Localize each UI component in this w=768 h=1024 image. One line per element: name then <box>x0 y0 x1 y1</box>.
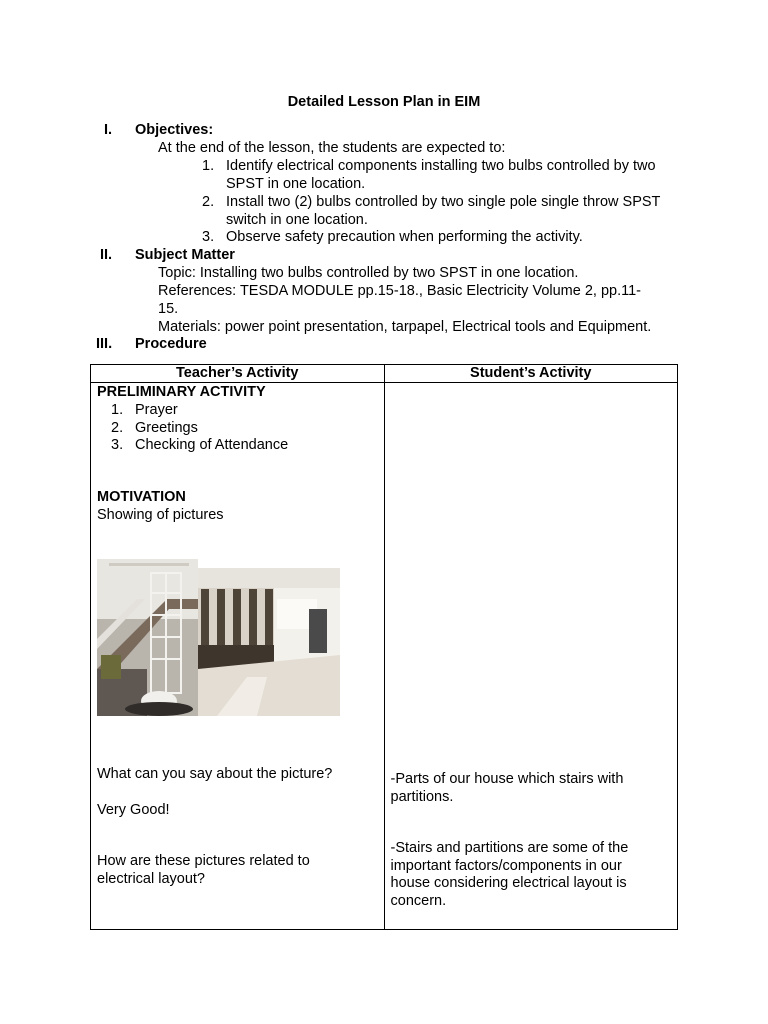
student-activity-cell <box>384 383 678 930</box>
motivation-text: Showing of pictures <box>97 507 224 523</box>
list-number: 1. <box>111 402 124 418</box>
objectives-heading: Objectives: <box>135 122 214 138</box>
teacher-activity-header: Teacher’s Activity <box>91 365 385 383</box>
motivation-heading: MOTIVATION <box>97 489 186 505</box>
objective-number: 1. <box>202 158 215 174</box>
answer-line: important factors/components in our <box>390 857 622 874</box>
procedure-heading: Procedure <box>135 336 207 352</box>
house-interior-photo <box>97 559 340 716</box>
student-answer-2 <box>391 840 629 911</box>
answer-line: concern. <box>390 893 447 910</box>
objective-text <box>226 194 686 229</box>
list-number: 2. <box>111 419 124 436</box>
objective-number: 3. <box>202 229 215 245</box>
answer-line: house considering electrical layout is <box>390 875 627 892</box>
student-answer-1 <box>391 771 624 806</box>
question-picture: What can you say about the picture? <box>97 766 333 782</box>
question-line: electrical layout? <box>97 870 205 887</box>
objective-text <box>226 229 686 247</box>
procedure-numeral: III. <box>96 336 113 352</box>
objective-line: Install two (2) bulbs controlled by two single pole single throw SPST <box>226 194 661 210</box>
list-text: Greetings <box>135 419 198 436</box>
list-text: Checking of Attendance <box>135 437 289 454</box>
objectives-numeral: I. <box>104 122 113 138</box>
list-text: Prayer <box>135 402 178 418</box>
objective-line: Identify electrical components installing two bulbs controlled by two <box>226 158 656 174</box>
praise-text: Very Good! <box>97 802 170 818</box>
subject-matter-numeral: II. <box>100 247 113 263</box>
table-row <box>91 383 678 930</box>
answer-line: partitions. <box>390 788 454 805</box>
question-electrical-layout <box>97 853 310 888</box>
objective-text <box>226 158 686 193</box>
materials-line: Materials: power point presentation, tarpapel, Electrical tools and Equipment. <box>158 319 652 335</box>
table-header-row <box>91 365 678 383</box>
objective-line: SPST in one location. <box>226 175 366 192</box>
document-title: Detailed Lesson Plan in EIM <box>287 94 481 110</box>
objective-line: Observe safety precaution when performing the activity. <box>226 229 583 245</box>
student-activity-header: Student’s Activity <box>384 365 678 383</box>
subject-matter-heading: Subject Matter <box>135 247 235 263</box>
answer-line: -Stairs and partitions are some of the <box>390 840 629 856</box>
objective-number: 2. <box>202 194 215 210</box>
references-line: References: TESDA MODULE pp.15-18., Basic Electricity Volume 2, pp.11- <box>158 283 642 299</box>
teacher-activity-cell <box>91 383 385 930</box>
answer-line: -Parts of our house which stairs with <box>390 771 624 787</box>
objective-line: switch in one location. <box>226 211 368 228</box>
list-number: 3. <box>111 437 124 454</box>
references-line-continued: 15. <box>158 301 179 317</box>
objectives-intro: At the end of the lesson, the students are expected to: <box>158 140 506 156</box>
preliminary-activity-heading: PRELIMINARY ACTIVITY <box>97 384 266 400</box>
question-line: How are these pictures related to <box>97 853 310 869</box>
topic-line: Topic: Installing two bulbs controlled by two SPST in one location. <box>158 265 579 281</box>
procedure-table <box>90 364 678 930</box>
